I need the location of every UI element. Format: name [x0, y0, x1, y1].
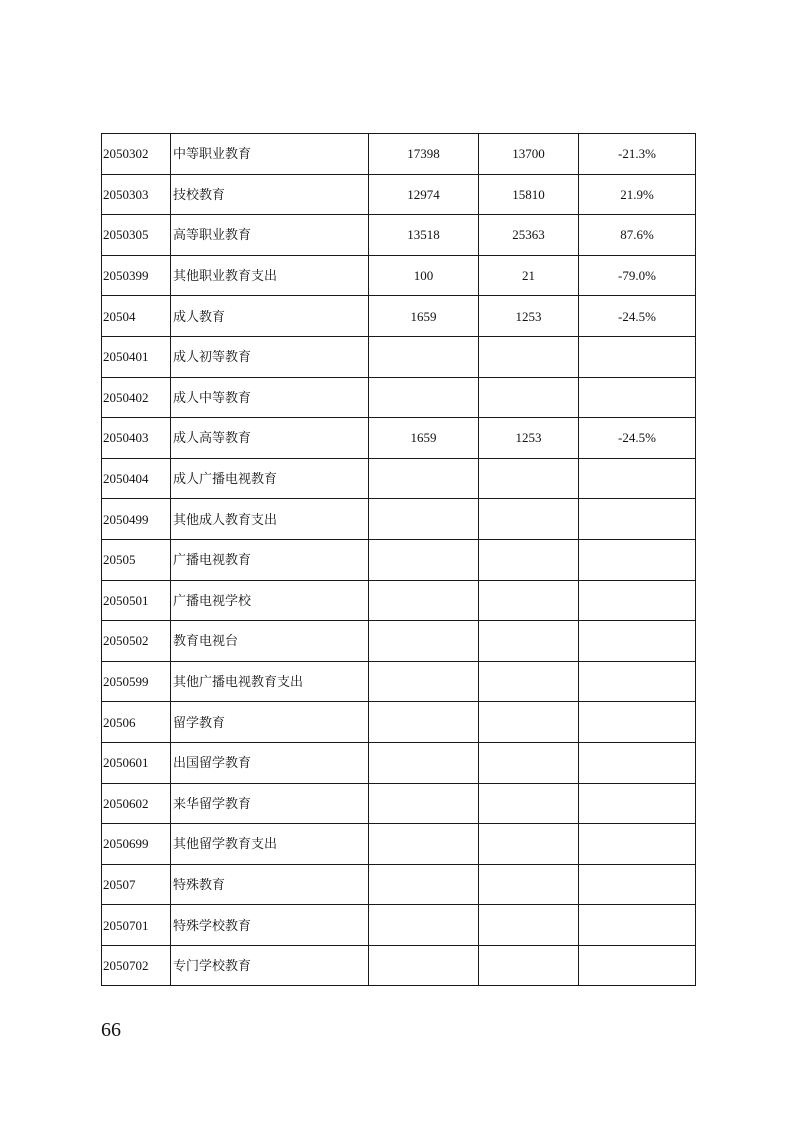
- value-1-cell: [369, 905, 479, 946]
- code-cell: 2050701: [102, 905, 171, 946]
- value-2-cell: [479, 458, 579, 499]
- code-cell: 2050402: [102, 377, 171, 418]
- code-cell: 2050404: [102, 458, 171, 499]
- value-2-cell: [479, 824, 579, 865]
- code-cell: 2050702: [102, 945, 171, 986]
- value-2-cell: 21: [479, 255, 579, 296]
- table-row: [102, 742, 696, 783]
- value-1-cell: 1659: [369, 296, 479, 337]
- table-row: [102, 539, 696, 580]
- change-percent-cell: [579, 580, 696, 621]
- value-1-cell: [369, 864, 479, 905]
- code-cell: 2050401: [102, 336, 171, 377]
- code-cell: 2050602: [102, 783, 171, 824]
- item-name-cell: 成人高等教育: [171, 418, 369, 459]
- change-percent-cell: [579, 783, 696, 824]
- item-name-cell: 特殊教育: [171, 864, 369, 905]
- item-name-cell: 专门学校教育: [171, 945, 369, 986]
- change-percent-cell: [579, 824, 696, 865]
- value-1-cell: [369, 336, 479, 377]
- code-cell: 2050501: [102, 580, 171, 621]
- change-percent-cell: [579, 377, 696, 418]
- value-1-cell: 1659: [369, 418, 479, 459]
- value-1-cell: [369, 742, 479, 783]
- change-percent-cell: [579, 702, 696, 743]
- table-row: [102, 824, 696, 865]
- value-1-cell: [369, 499, 479, 540]
- value-2-cell: [479, 783, 579, 824]
- code-cell: 2050403: [102, 418, 171, 459]
- value-1-cell: [369, 702, 479, 743]
- value-2-cell: [479, 905, 579, 946]
- table-row: [102, 174, 696, 215]
- value-1-cell: [369, 580, 479, 621]
- value-1-cell: [369, 621, 479, 662]
- change-percent-cell: [579, 661, 696, 702]
- table-row: [102, 255, 696, 296]
- change-percent-cell: [579, 539, 696, 580]
- value-2-cell: [479, 539, 579, 580]
- value-2-cell: [479, 499, 579, 540]
- code-cell: 2050499: [102, 499, 171, 540]
- item-name-cell: 特殊学校教育: [171, 905, 369, 946]
- change-percent-cell: [579, 945, 696, 986]
- value-2-cell: [479, 336, 579, 377]
- code-cell: 2050599: [102, 661, 171, 702]
- value-1-cell: [369, 377, 479, 418]
- value-1-cell: [369, 824, 479, 865]
- value-2-cell: [479, 945, 579, 986]
- change-percent-cell: [579, 336, 696, 377]
- item-name-cell: 其他职业教育支出: [171, 255, 369, 296]
- item-name-cell: 中等职业教育: [171, 134, 369, 175]
- value-2-cell: [479, 742, 579, 783]
- table-row: [102, 499, 696, 540]
- value-1-cell: 13518: [369, 215, 479, 256]
- item-name-cell: 广播电视教育: [171, 539, 369, 580]
- code-cell: 2050305: [102, 215, 171, 256]
- item-name-cell: 成人中等教育: [171, 377, 369, 418]
- budget-table: [101, 133, 696, 986]
- value-2-cell: 1253: [479, 296, 579, 337]
- code-cell: 2050601: [102, 742, 171, 783]
- table-row: [102, 945, 696, 986]
- table-row: [102, 377, 696, 418]
- table-row: [102, 702, 696, 743]
- change-percent-cell: [579, 864, 696, 905]
- item-name-cell: 技校教育: [171, 174, 369, 215]
- value-2-cell: [479, 864, 579, 905]
- code-cell: 20506: [102, 702, 171, 743]
- table-row: [102, 783, 696, 824]
- code-cell: 2050502: [102, 621, 171, 662]
- change-percent-cell: -24.5%: [579, 296, 696, 337]
- item-name-cell: 其他广播电视教育支出: [171, 661, 369, 702]
- table-row: [102, 621, 696, 662]
- item-name-cell: 出国留学教育: [171, 742, 369, 783]
- value-2-cell: 15810: [479, 174, 579, 215]
- change-percent-cell: [579, 905, 696, 946]
- table-row: [102, 215, 696, 256]
- code-cell: 2050399: [102, 255, 171, 296]
- table-row: [102, 296, 696, 337]
- value-2-cell: [479, 621, 579, 662]
- table-row: [102, 336, 696, 377]
- item-name-cell: 其他成人教育支出: [171, 499, 369, 540]
- value-2-cell: [479, 702, 579, 743]
- code-cell: 2050699: [102, 824, 171, 865]
- code-cell: 2050302: [102, 134, 171, 175]
- table-row: [102, 134, 696, 175]
- value-2-cell: [479, 377, 579, 418]
- item-name-cell: 成人教育: [171, 296, 369, 337]
- change-percent-cell: [579, 621, 696, 662]
- table-row: [102, 905, 696, 946]
- value-2-cell: 13700: [479, 134, 579, 175]
- code-cell: 20504: [102, 296, 171, 337]
- value-2-cell: [479, 661, 579, 702]
- change-percent-cell: -21.3%: [579, 134, 696, 175]
- change-percent-cell: 21.9%: [579, 174, 696, 215]
- value-1-cell: 100: [369, 255, 479, 296]
- value-2-cell: 1253: [479, 418, 579, 459]
- item-name-cell: 其他留学教育支出: [171, 824, 369, 865]
- value-1-cell: [369, 945, 479, 986]
- table-body: [102, 134, 696, 986]
- table-row: [102, 864, 696, 905]
- code-cell: 2050303: [102, 174, 171, 215]
- value-2-cell: [479, 580, 579, 621]
- change-percent-cell: 87.6%: [579, 215, 696, 256]
- value-1-cell: [369, 458, 479, 499]
- item-name-cell: 教育电视台: [171, 621, 369, 662]
- code-cell: 20507: [102, 864, 171, 905]
- change-percent-cell: -24.5%: [579, 418, 696, 459]
- change-percent-cell: [579, 742, 696, 783]
- code-cell: 20505: [102, 539, 171, 580]
- change-percent-cell: [579, 499, 696, 540]
- item-name-cell: 留学教育: [171, 702, 369, 743]
- change-percent-cell: [579, 458, 696, 499]
- table-row: [102, 418, 696, 459]
- item-name-cell: 广播电视学校: [171, 580, 369, 621]
- item-name-cell: 成人初等教育: [171, 336, 369, 377]
- item-name-cell: 来华留学教育: [171, 783, 369, 824]
- table-row: [102, 458, 696, 499]
- value-2-cell: 25363: [479, 215, 579, 256]
- change-percent-cell: -79.0%: [579, 255, 696, 296]
- table-row: [102, 580, 696, 621]
- value-1-cell: [369, 661, 479, 702]
- item-name-cell: 高等职业教育: [171, 215, 369, 256]
- item-name-cell: 成人广播电视教育: [171, 458, 369, 499]
- page-number: 66: [101, 1019, 121, 1041]
- table-row: [102, 661, 696, 702]
- value-1-cell: 17398: [369, 134, 479, 175]
- value-1-cell: [369, 783, 479, 824]
- value-1-cell: 12974: [369, 174, 479, 215]
- value-1-cell: [369, 539, 479, 580]
